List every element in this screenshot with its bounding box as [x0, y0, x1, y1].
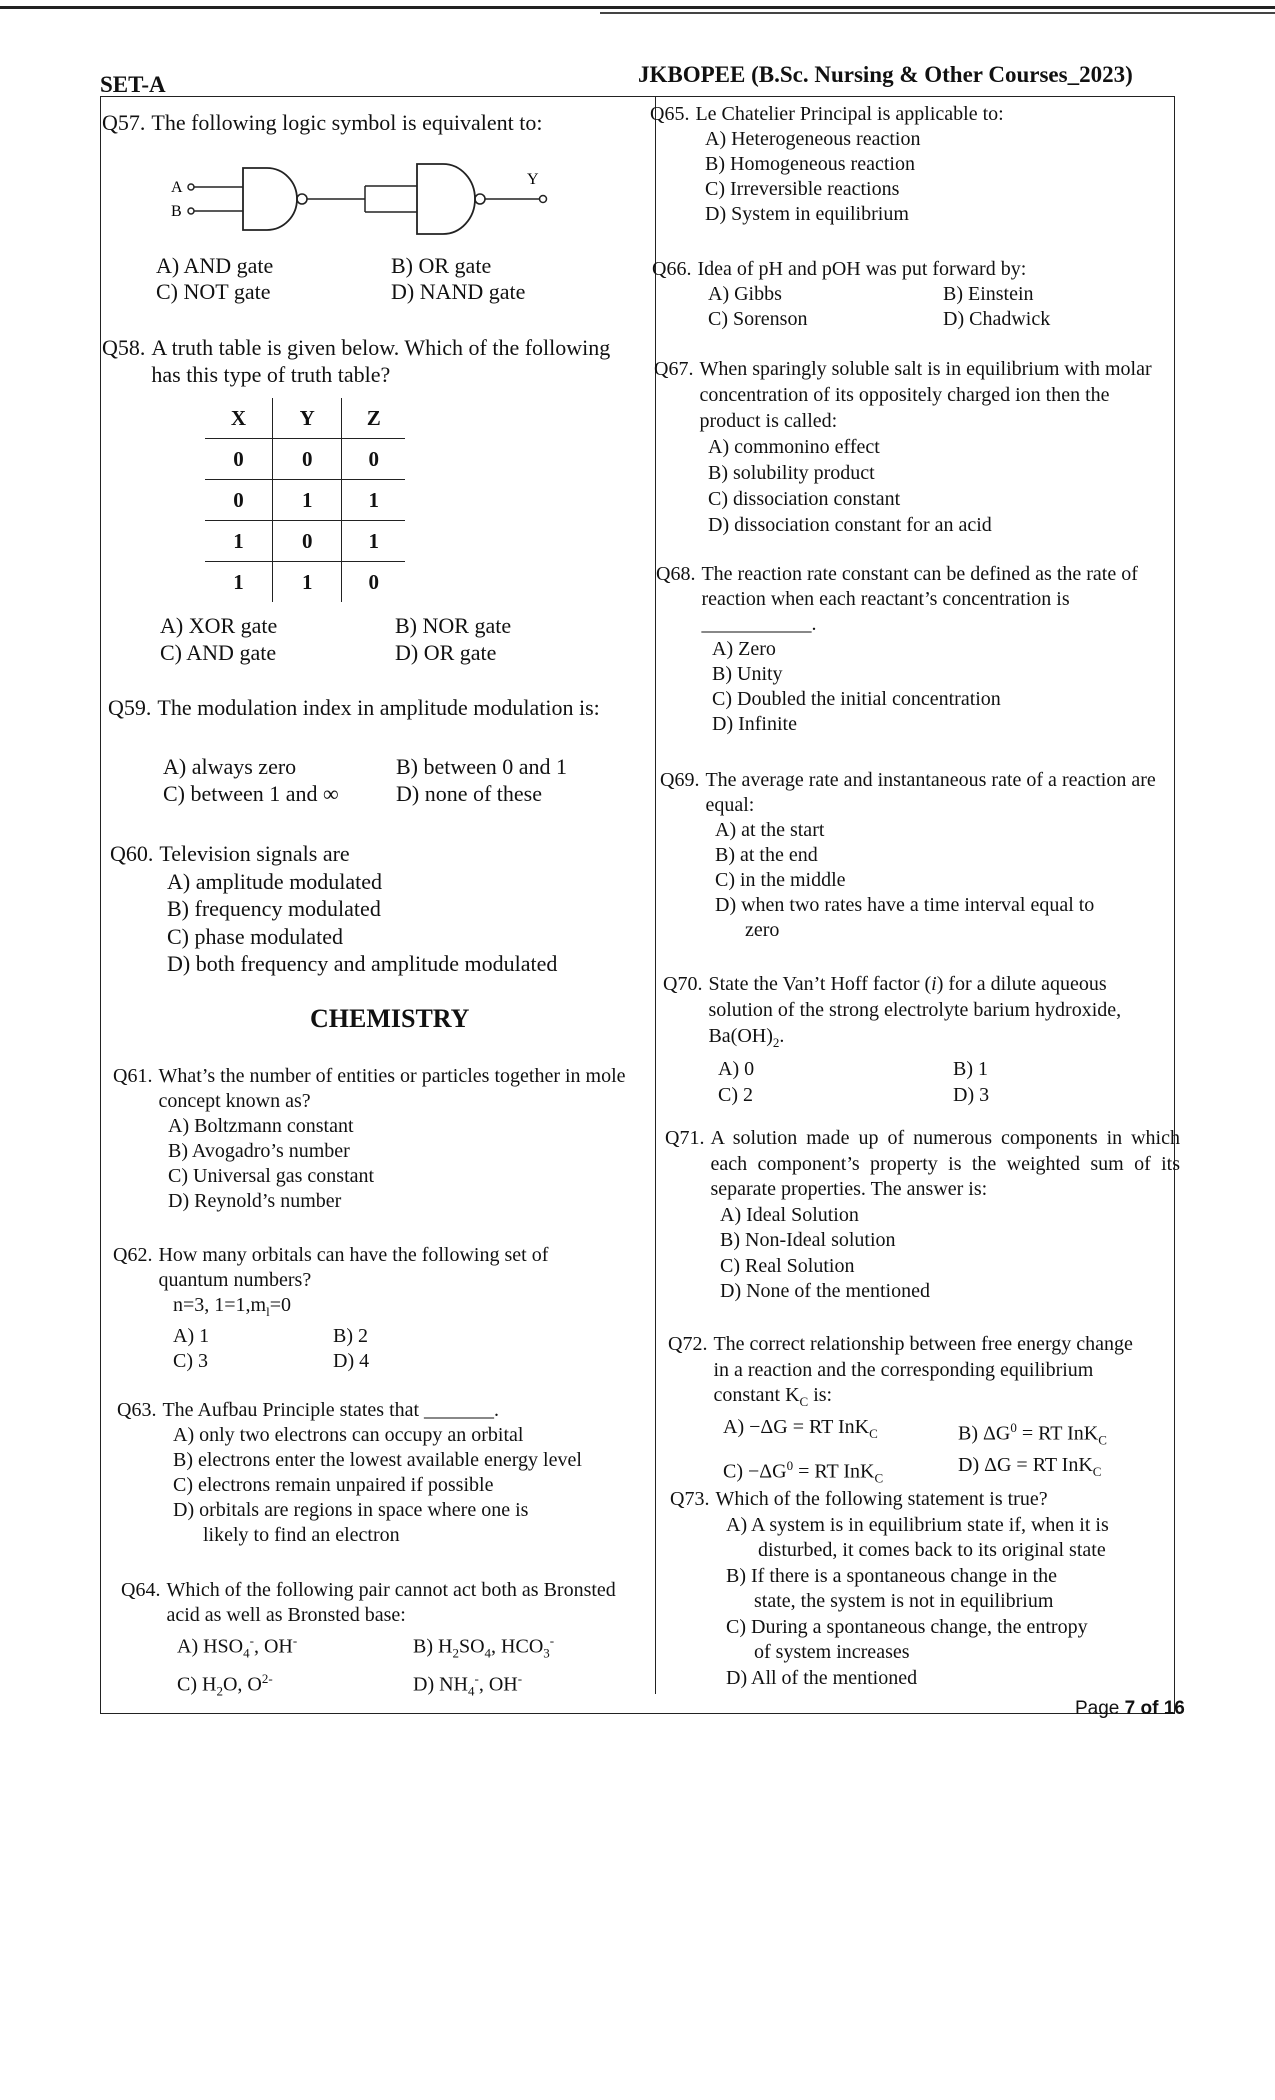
option-d: D) orbitals are regions in space where one is — [173, 1499, 529, 1521]
question-text: Television signals are — [159, 841, 350, 866]
option-c: C) Sorenson — [708, 308, 808, 330]
option-d: D) Chadwick — [943, 308, 1051, 330]
cell: 0 — [273, 521, 342, 562]
question-text-part: . — [779, 1025, 785, 1047]
question-text: Which of the following statement is true? — [715, 1488, 1048, 1510]
option-a: A) 0 — [718, 1058, 755, 1080]
option-text: D) NH — [413, 1673, 468, 1696]
option-a: A) Zero — [712, 638, 776, 660]
option-c: C) in the middle — [715, 869, 846, 891]
question-text: When sparingly soluble salt is in equilibrium with molar concentration of its oppositely charged ion then the product is called: — [699, 358, 1152, 432]
page-total: 16 — [1163, 1698, 1185, 1719]
option-c: C) Irreversible reactions — [705, 178, 900, 200]
option-a-continued: disturbed, it comes back to its original state — [758, 1539, 1106, 1561]
question-number: Q69. — [660, 769, 700, 791]
option-c: C) AND gate — [160, 640, 277, 665]
question-number: Q64. — [121, 1579, 161, 1601]
question-73 — [670, 1487, 1170, 1691]
option-text: , OH — [253, 1635, 293, 1658]
option-a: A) commonino effect — [708, 436, 880, 458]
option-c: C) During a spontaneous change, the entropy — [726, 1615, 1088, 1638]
sub: 2 — [772, 1035, 780, 1050]
question-text: Idea of pH and pOH was put forward by: — [697, 258, 1027, 280]
question-text-italic: i — [931, 973, 937, 995]
option-d: D) NAND gate — [391, 279, 526, 304]
sub: 2 — [216, 1683, 223, 1699]
option-b: B) solubility product — [708, 462, 875, 484]
option-text: , HCO — [491, 1635, 544, 1658]
question-text: How many orbitals can have the following set of quantum numbers? — [158, 1244, 549, 1291]
option-b — [958, 1415, 1158, 1453]
question-text: The following logic symbol is equivalent to: — [151, 110, 543, 135]
cell: 0 — [205, 439, 273, 480]
option-d: D) 4 — [333, 1350, 370, 1372]
cell: 1 — [342, 480, 405, 521]
option-c: C) dissociation constant — [708, 488, 901, 510]
question-number: Q66. — [652, 258, 692, 280]
option-b: B) between 0 and 1 — [396, 754, 568, 779]
option-b: B) Homogeneous reaction — [705, 153, 915, 175]
sub: C — [1092, 1463, 1102, 1479]
option-a: A) always zero — [163, 754, 297, 779]
sub: C — [799, 1394, 809, 1409]
sub: C — [869, 1425, 878, 1441]
option-text: SO — [458, 1635, 485, 1658]
input-a-label: A — [171, 179, 183, 196]
option-c-continued: of system increases — [754, 1641, 910, 1663]
option-d — [958, 1453, 1158, 1491]
sub: 4 — [484, 1645, 492, 1661]
cell: 1 — [273, 480, 342, 521]
option-b: B) Avogadro’s number — [168, 1140, 350, 1162]
question-number: Q71. — [665, 1127, 705, 1149]
cell: 1 — [205, 521, 273, 562]
option-text: B) ΔG — [958, 1422, 1011, 1445]
option-b-continued: state, the system is not in equilibrium — [754, 1590, 1054, 1612]
question-70 — [663, 971, 1163, 1108]
question-text: The Aufbau Principle states that _______. — [162, 1399, 500, 1421]
option-c: C) between 1 and ∞ — [163, 781, 339, 806]
option-text: O, O — [222, 1673, 262, 1696]
question-number: Q70. — [663, 973, 703, 995]
page-number — [1075, 1698, 1185, 1720]
quantum-text: n=3, 1=1,m — [173, 1294, 267, 1316]
header-z: Z — [342, 398, 405, 439]
option-d: D) when two rates have a time interval equal to — [715, 894, 1095, 916]
option-b: B) 1 — [953, 1058, 988, 1080]
sub: 3 — [543, 1645, 550, 1661]
question-number: Q65. — [650, 103, 690, 125]
option-a: A) amplitude modulated — [167, 868, 383, 894]
sup: 0 — [786, 1457, 794, 1473]
section-title: CHEMISTRY — [310, 1004, 470, 1033]
option-a: A) Boltzmann constant — [168, 1115, 354, 1137]
header-y: Y — [273, 398, 342, 439]
cell: 0 — [342, 562, 405, 603]
question-text-part: State the Van’t Hoff factor ( — [708, 973, 932, 995]
option-a: A) at the start — [715, 819, 825, 841]
question-number: Q61. — [113, 1065, 153, 1087]
question-number: Q60. — [110, 841, 154, 866]
option-d: D) OR gate — [395, 640, 497, 665]
option-d: D) Infinite — [712, 713, 797, 735]
question-68 — [656, 562, 1166, 737]
question-text: What’s the number of entities or particles together in mole concept known as? — [158, 1065, 626, 1112]
option-b: B) 2 — [333, 1325, 368, 1347]
cell: 0 — [205, 480, 273, 521]
cell: 0 — [273, 439, 342, 480]
question-text: Which of the following pair cannot act both as Bronsted acid as well as Bronsted base: — [166, 1579, 616, 1626]
option-d: D) 3 — [953, 1084, 990, 1106]
option-c: C) NOT gate — [156, 279, 271, 304]
question-number: Q59. — [108, 695, 152, 720]
question-71 — [665, 1126, 1180, 1305]
quantum-end: =0 — [269, 1294, 292, 1316]
option-text: = RT InK — [1016, 1422, 1099, 1445]
option-c: C) Doubled the initial concentration — [712, 688, 1001, 710]
option-d: D) Reynold’s number — [168, 1190, 342, 1212]
option-d-continued: likely to find an electron — [203, 1524, 400, 1546]
option-b: B) frequency modulated — [167, 896, 381, 921]
option-b: B) electrons enter the lowest available energy level — [173, 1449, 582, 1471]
option-text: , OH — [478, 1673, 518, 1696]
question-text-part: The correct relationship between free energy change in a reaction and the corresponding equilibrium constant K — [713, 1333, 1133, 1406]
header-x: X — [205, 398, 273, 439]
question-text: The reaction rate constant can be defined as the rate of reaction when each reactant’s concentration is ___________. — [701, 563, 1138, 635]
question-text: The average rate and instantaneous rate of a reaction are equal: — [705, 769, 1156, 816]
option-d: D) None of the mentioned — [720, 1280, 930, 1302]
sub: 2 — [452, 1645, 459, 1661]
option-c: C) Universal gas constant — [168, 1165, 375, 1187]
q70-options — [663, 1056, 1163, 1108]
sup: - — [249, 1633, 254, 1648]
question-66 — [652, 257, 1152, 332]
cell: 1 — [273, 562, 342, 603]
option-text: A) −ΔG = RT InK — [723, 1415, 870, 1438]
output-y-label: Y — [527, 171, 539, 188]
cell: 1 — [233, 569, 244, 594]
question-number: Q72. — [668, 1333, 708, 1355]
option-text: D) ΔG = RT InK — [958, 1453, 1093, 1476]
option-c: C) 3 — [173, 1350, 208, 1372]
option-a: A) 1 — [173, 1325, 210, 1347]
option-a: A) Ideal Solution — [720, 1203, 859, 1226]
question-number: Q63. — [117, 1399, 157, 1421]
question-number: Q73. — [670, 1488, 710, 1510]
option-d: D) none of these — [396, 781, 543, 806]
set-label: SET-A — [100, 72, 166, 97]
option-a: A) only two electrons can occupy an orbital — [173, 1424, 524, 1446]
sup: - — [549, 1633, 555, 1648]
option-a: A) Gibbs — [708, 283, 782, 305]
quantum-sub: l — [266, 1304, 270, 1319]
question-number: Q67. — [654, 358, 694, 380]
cell: 0 — [342, 439, 405, 480]
option-c: C) Real Solution — [720, 1254, 855, 1277]
question-text-part: is: — [808, 1384, 833, 1406]
option-d: D) System in equilibrium — [705, 203, 909, 225]
option-text: = RT InK — [793, 1460, 875, 1483]
page-current: 7 — [1124, 1698, 1136, 1719]
question-number: Q57. — [102, 110, 146, 135]
question-text — [708, 971, 1163, 1056]
question-69 — [660, 768, 1160, 943]
option-a: A) AND gate — [156, 253, 274, 278]
option-a — [723, 1415, 958, 1453]
option-c: C) electrons remain unpaired if possible — [173, 1474, 494, 1496]
sup: - — [517, 1670, 523, 1686]
option-d: D) dissociation constant for an acid — [708, 514, 992, 536]
option-a: A) XOR gate — [160, 613, 278, 638]
sup: 2- — [261, 1670, 273, 1686]
sup: 0 — [1010, 1419, 1017, 1435]
question-65 — [650, 102, 1150, 227]
sub: C — [874, 1470, 884, 1486]
exam-title: JKBOPEE (B.Sc. Nursing & Other Courses_2023) — [638, 62, 1133, 87]
option-b: B) Einstein — [943, 283, 1034, 305]
option-b: B) Non-Ideal solution — [720, 1229, 896, 1251]
question-text: Le Chatelier Principal is applicable to: — [695, 103, 1004, 125]
sub: 4 — [243, 1645, 250, 1661]
option-b: B) NOR gate — [395, 613, 512, 638]
option-d: D) both frequency and amplitude modulated — [167, 951, 558, 976]
option-b: B) OR gate — [391, 253, 492, 278]
sub: 4 — [468, 1683, 475, 1699]
question-number: Q68. — [656, 563, 696, 585]
page-middle: of — [1135, 1698, 1164, 1719]
option-b: B) If there is a spontaneous change in the — [726, 1564, 1058, 1587]
option-d: D) All of the mentioned — [726, 1666, 918, 1689]
question-text — [713, 1332, 1148, 1415]
input-b-label: B — [171, 203, 182, 220]
question-text: A truth table is given below. Which of the following has this type of truth table? — [151, 335, 611, 387]
sub: C — [1098, 1432, 1107, 1448]
option-a: A) Heterogeneous reaction — [705, 128, 921, 150]
question-text: A solution made up of numerous components in which each component’s property is the weighted sum of its separate properties. The answer is: — [710, 1127, 1180, 1200]
option-text: B) H — [413, 1635, 453, 1658]
page-prefix: Page — [1075, 1698, 1125, 1719]
question-number: Q58. — [102, 335, 146, 360]
question-text-part: ) for a dilute aqueous solution of the strong electrolyte barium hydroxide, Ba(OH) — [708, 973, 1122, 1047]
option-c: C) phase modulated — [167, 923, 343, 949]
question-number: Q62. — [113, 1244, 153, 1266]
option-a: A) A system is in equilibrium state if, when it is — [726, 1513, 1109, 1536]
cell: 1 — [342, 521, 405, 562]
question-72 — [668, 1332, 1148, 1491]
question-text: The modulation index in amplitude modulation is: — [157, 695, 600, 720]
option-text: C) −ΔG — [723, 1460, 787, 1483]
question-67 — [654, 356, 1159, 538]
option-b: B) at the end — [715, 844, 818, 866]
option-d-continued: zero — [745, 919, 780, 941]
option-c: C) 2 — [718, 1084, 753, 1106]
option-b: B) Unity — [712, 663, 783, 685]
option-text: A) HSO — [177, 1635, 244, 1658]
option-text: C) H — [177, 1673, 217, 1696]
q72-options — [668, 1415, 1148, 1491]
sup: - — [292, 1633, 298, 1648]
sup: - — [474, 1670, 479, 1686]
option-c — [723, 1453, 958, 1491]
q66-options — [652, 282, 1152, 332]
